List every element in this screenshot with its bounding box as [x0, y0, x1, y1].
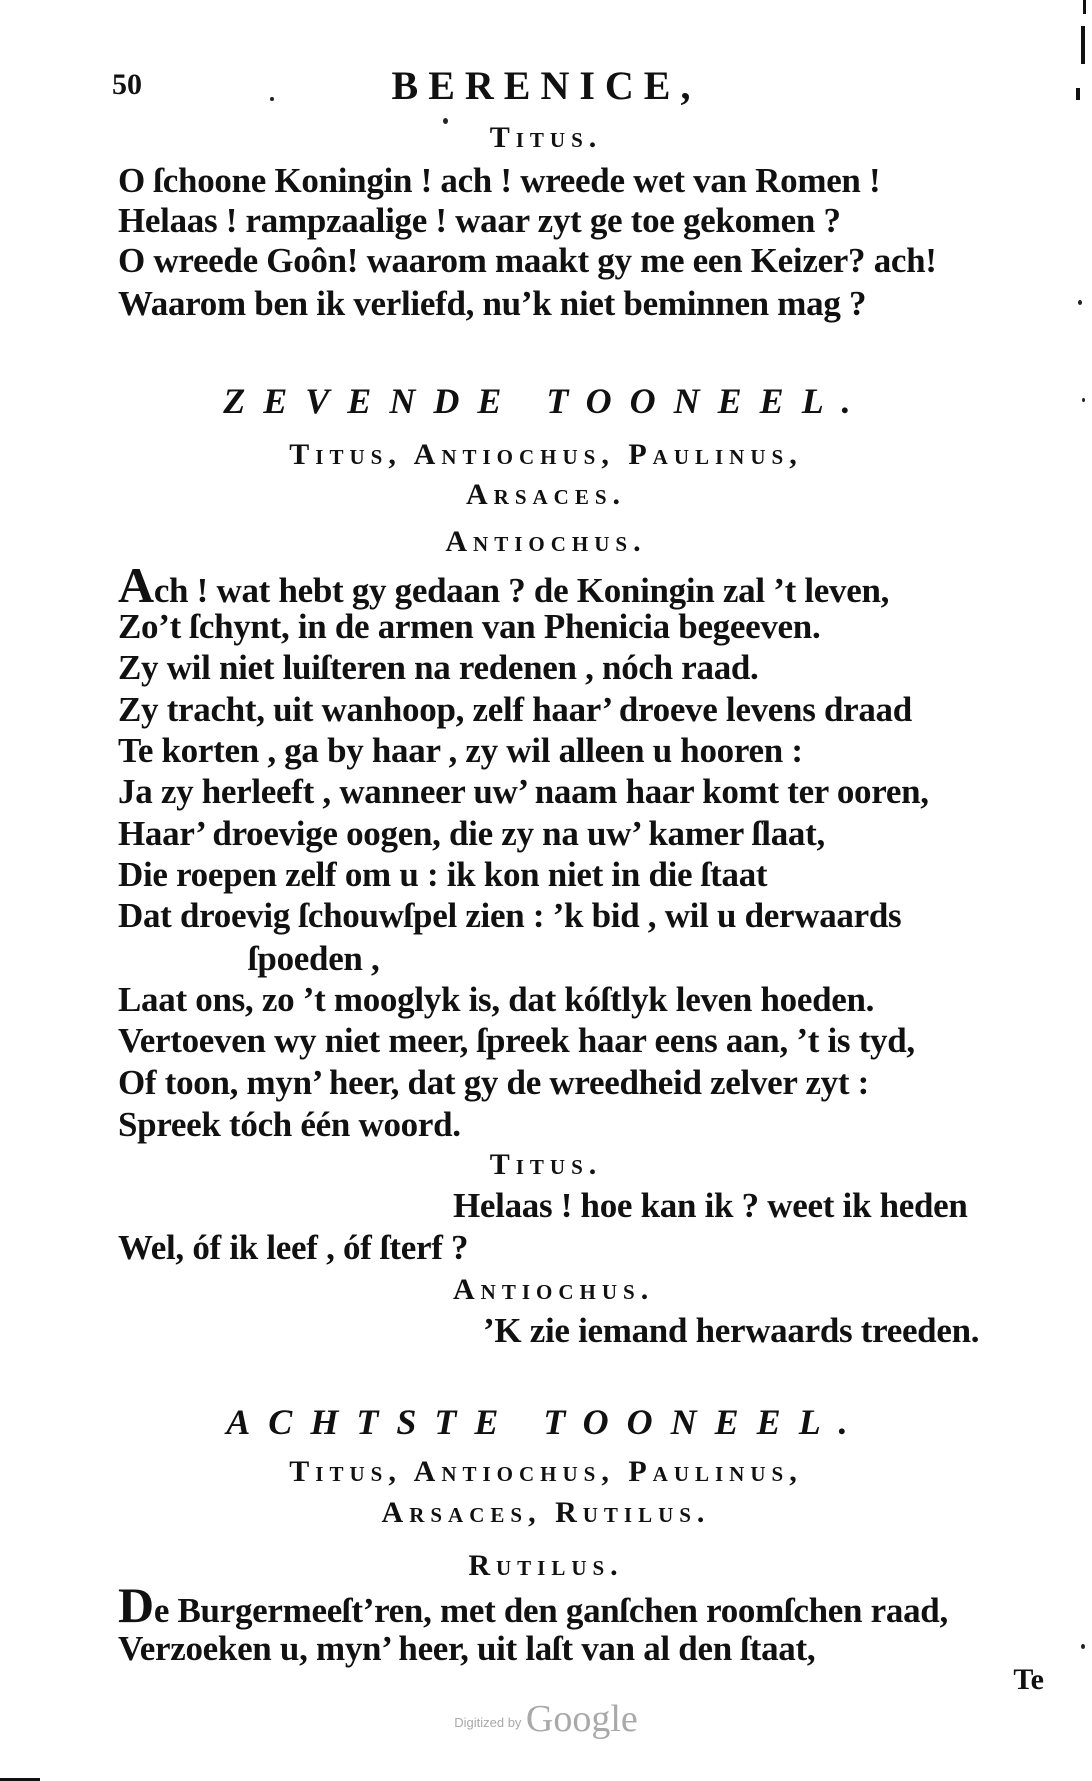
- verse-line: Spreek tóch één woord.: [118, 1105, 461, 1144]
- verse-line: Wel, óf ik leef , óf ſterf ?: [118, 1228, 469, 1267]
- speaker-name: Titus.: [489, 121, 603, 154]
- speaker-name: Titus.: [489, 1148, 603, 1181]
- scan-edge-mark: [1076, 88, 1080, 100]
- speaker-name: Antiochus.: [445, 525, 647, 558]
- cast-list: Arsaces, Rutilus.: [381, 1496, 711, 1529]
- drop-cap-letter: A: [118, 557, 154, 613]
- scan-speck: [270, 97, 274, 101]
- scan-edge-mark: [1081, 26, 1085, 64]
- digitized-by-credit: [0, 1700, 1092, 1738]
- verse-line: Of toon, myn’ heer, dat gy de wreedheid zelver zyt :: [118, 1063, 870, 1102]
- scan-speck: [443, 118, 448, 124]
- verse-line-dropcap: [118, 557, 890, 613]
- verse-line: Ja zy herleeft , wanneer uw’ naam haar komt ter ooren,: [118, 772, 929, 811]
- google-logo-text: Google: [525, 1698, 638, 1740]
- verse-line: Zy wil niet luiſteren na redenen , nóch raad.: [118, 648, 759, 687]
- scene-heading: ACHTSTE TOONEEL.: [226, 1402, 866, 1442]
- verse-line: O wreede Goôn! waarom maakt gy me een Keizer? ach!: [118, 241, 937, 280]
- cast-list: Titus, Antiochus, Paulinus,: [289, 1455, 803, 1488]
- verse-line-rest: ch ! wat hebt gy gedaan ? de Koningin zal ’t leven,: [153, 571, 890, 610]
- scan-speck: [1082, 398, 1085, 402]
- credit-small-text: Digitized by: [454, 1715, 522, 1730]
- cast-list: Arsaces.: [465, 478, 627, 511]
- verse-line: Laat ons, zo ’t mooglyk is, dat kóſtlyk leven hoeden.: [118, 980, 875, 1019]
- page-number: 50: [112, 68, 142, 101]
- verse-line: Waarom ben ik verliefd, nu’k niet beminnen mag ?: [118, 284, 867, 323]
- verse-line: Zy tracht, uit wanhoop, zelf haar’ droeve levens draad: [118, 690, 912, 729]
- verse-line-dropcap: [118, 1577, 948, 1633]
- verse-line: Zo’t ſchynt, in de armen van Phenicia begeeven.: [118, 607, 821, 646]
- catchword: Te: [1013, 1663, 1044, 1696]
- verse-line: Helaas ! hoe kan ik ? weet ik heden: [453, 1186, 968, 1225]
- verse-line: O ſchoone Koningin ! ach ! wreede wet van Romen !: [118, 161, 881, 200]
- scene-heading: ZEVENDE TOONEEL.: [223, 381, 869, 421]
- speaker-name: Antiochus.: [453, 1273, 655, 1306]
- scan-speck: [1081, 1644, 1085, 1649]
- running-head: BERENICE,: [391, 63, 701, 108]
- verse-line: Helaas ! rampzaalige ! waar zyt ge toe gekomen ?: [118, 201, 841, 240]
- verse-line: Verzoeken u, myn’ heer, uit laſt van al den ſtaat,: [118, 1629, 816, 1668]
- verse-line: Te korten , ga by haar , zy wil alleen u hooren :: [118, 731, 803, 770]
- speaker-name: Rutilus.: [468, 1549, 624, 1582]
- scan-edge-mark: [1083, 0, 1086, 14]
- verse-line: Die roepen zelf om u : ik kon niet in die ſtaat: [118, 855, 768, 894]
- verse-line: ſpoeden ,: [248, 939, 380, 978]
- verse-line: Haar’ droevige oogen, die zy na uw’ kamer ſlaat,: [118, 814, 825, 853]
- verse-line-rest: e Burgermeeſt’ren, met den ganſchen roomſchen raad,: [153, 1591, 948, 1630]
- verse-line: ’K zie iemand herwaards treeden.: [483, 1311, 980, 1350]
- cast-list: Titus, Antiochus, Paulinus,: [289, 438, 803, 471]
- verse-line: Vertoeven wy niet meer, ſpreek haar eens aan, ’t is tyd,: [118, 1021, 915, 1060]
- verse-line: Dat droevig ſchouwſpel zien : ’k bid , wil u derwaards: [118, 896, 902, 935]
- drop-cap-letter: D: [118, 1577, 154, 1633]
- scan-speck: [1078, 300, 1082, 305]
